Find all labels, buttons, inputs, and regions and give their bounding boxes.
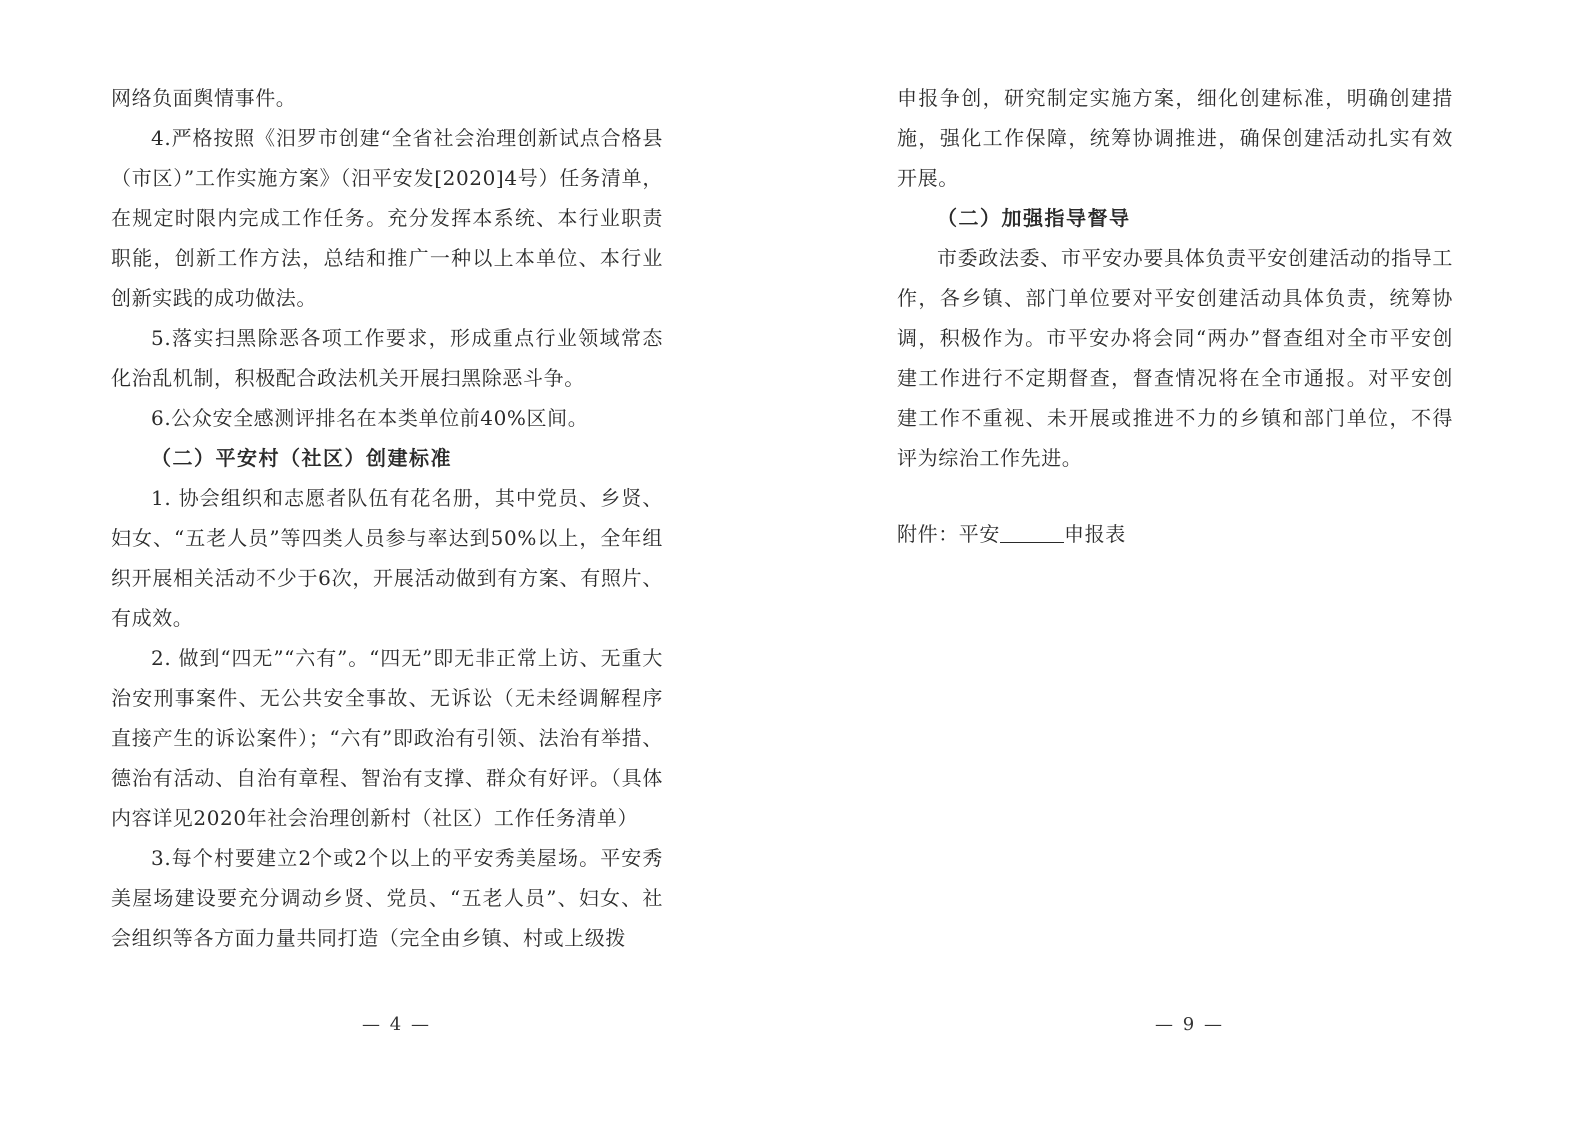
- page-number: — 4 —: [362, 1014, 431, 1035]
- section-heading: （二）加强指导督导: [937, 206, 1131, 230]
- section-heading: （二）平安村（社区）创建标准: [151, 446, 452, 470]
- right-page: [793, 0, 1586, 1121]
- attachment-blank: [1000, 524, 1064, 543]
- attachment-line: [897, 514, 1453, 554]
- paragraph: 网络负面舆情事件。: [111, 86, 297, 110]
- paragraph: 1. 协会组织和志愿者队伍有花名册，其中党员、乡贤、妇女、“五老人员”等四类人员参与率达到50%以上，全年组织开展相关活动不少于6次，开展活动做到有方案、有照片、有成效。: [111, 486, 663, 630]
- paragraph: 2. 做到“四无”“六有”。“四无”即无非正常上访、无重大治安刑事案件、无公共安全事故、无诉讼（无未经调解程序直接产生的诉讼案件）；“六有”即政治有引领、法治有举措、德治有活动、自治有章程、智治有支撑、群众有好评。（具体内容详见2020年社会治理创新村（社区）工作任务清单）: [111, 646, 663, 830]
- attachment-suffix: 申报表: [1064, 522, 1126, 546]
- paragraph: 市委政法委、市平安办要具体负责平安创建活动的指导工作，各乡镇、部门单位要对平安创建活动具体负责，统筹协调，积极作为。市平安办将会同“两办”督查组对全市平安创建工作进行不定期督查，督查情况将在全市通报。对平安创建工作不重视、未开展或推进不力的乡镇和部门单位，不得评为综治工作先进。: [897, 246, 1453, 470]
- paragraph: 5.落实扫黑除恶各项工作要求，形成重点行业领域常态化治乱机制，积极配合政法机关开展扫黑除恶斗争。: [111, 326, 663, 390]
- page-number: — 9 —: [1155, 1014, 1224, 1035]
- paragraph: 4.严格按照《汨罗市创建“全省社会治理创新试点合格县（市区）”工作实施方案》（汨平安发[2020]4号）任务清单，在规定时限内完成工作任务。充分发挥本系统、本行业职责职能，创新工作方法，总结和推广一种以上本单位、本行业创新实践的成功做法。: [111, 126, 663, 310]
- attachment-prefix: 附件：平安: [897, 522, 1000, 546]
- right-page-body: [897, 78, 1453, 554]
- paragraph: 6.公众安全感测评排名在本类单位前40%区间。: [151, 406, 589, 430]
- paragraph: 3.每个村要建立2个或2个以上的平安秀美屋场。平安秀美屋场建设要充分调动乡贤、党员、“五老人员”、妇女、社会组织等各方面力量共同打造（完全由乡镇、村或上级拨: [111, 846, 663, 950]
- left-page-body: [111, 78, 663, 958]
- paragraph: 申报争创，研究制定实施方案，细化创建标准，明确创建措施，强化工作保障，统筹协调推进，确保创建活动扎实有效开展。: [897, 86, 1453, 190]
